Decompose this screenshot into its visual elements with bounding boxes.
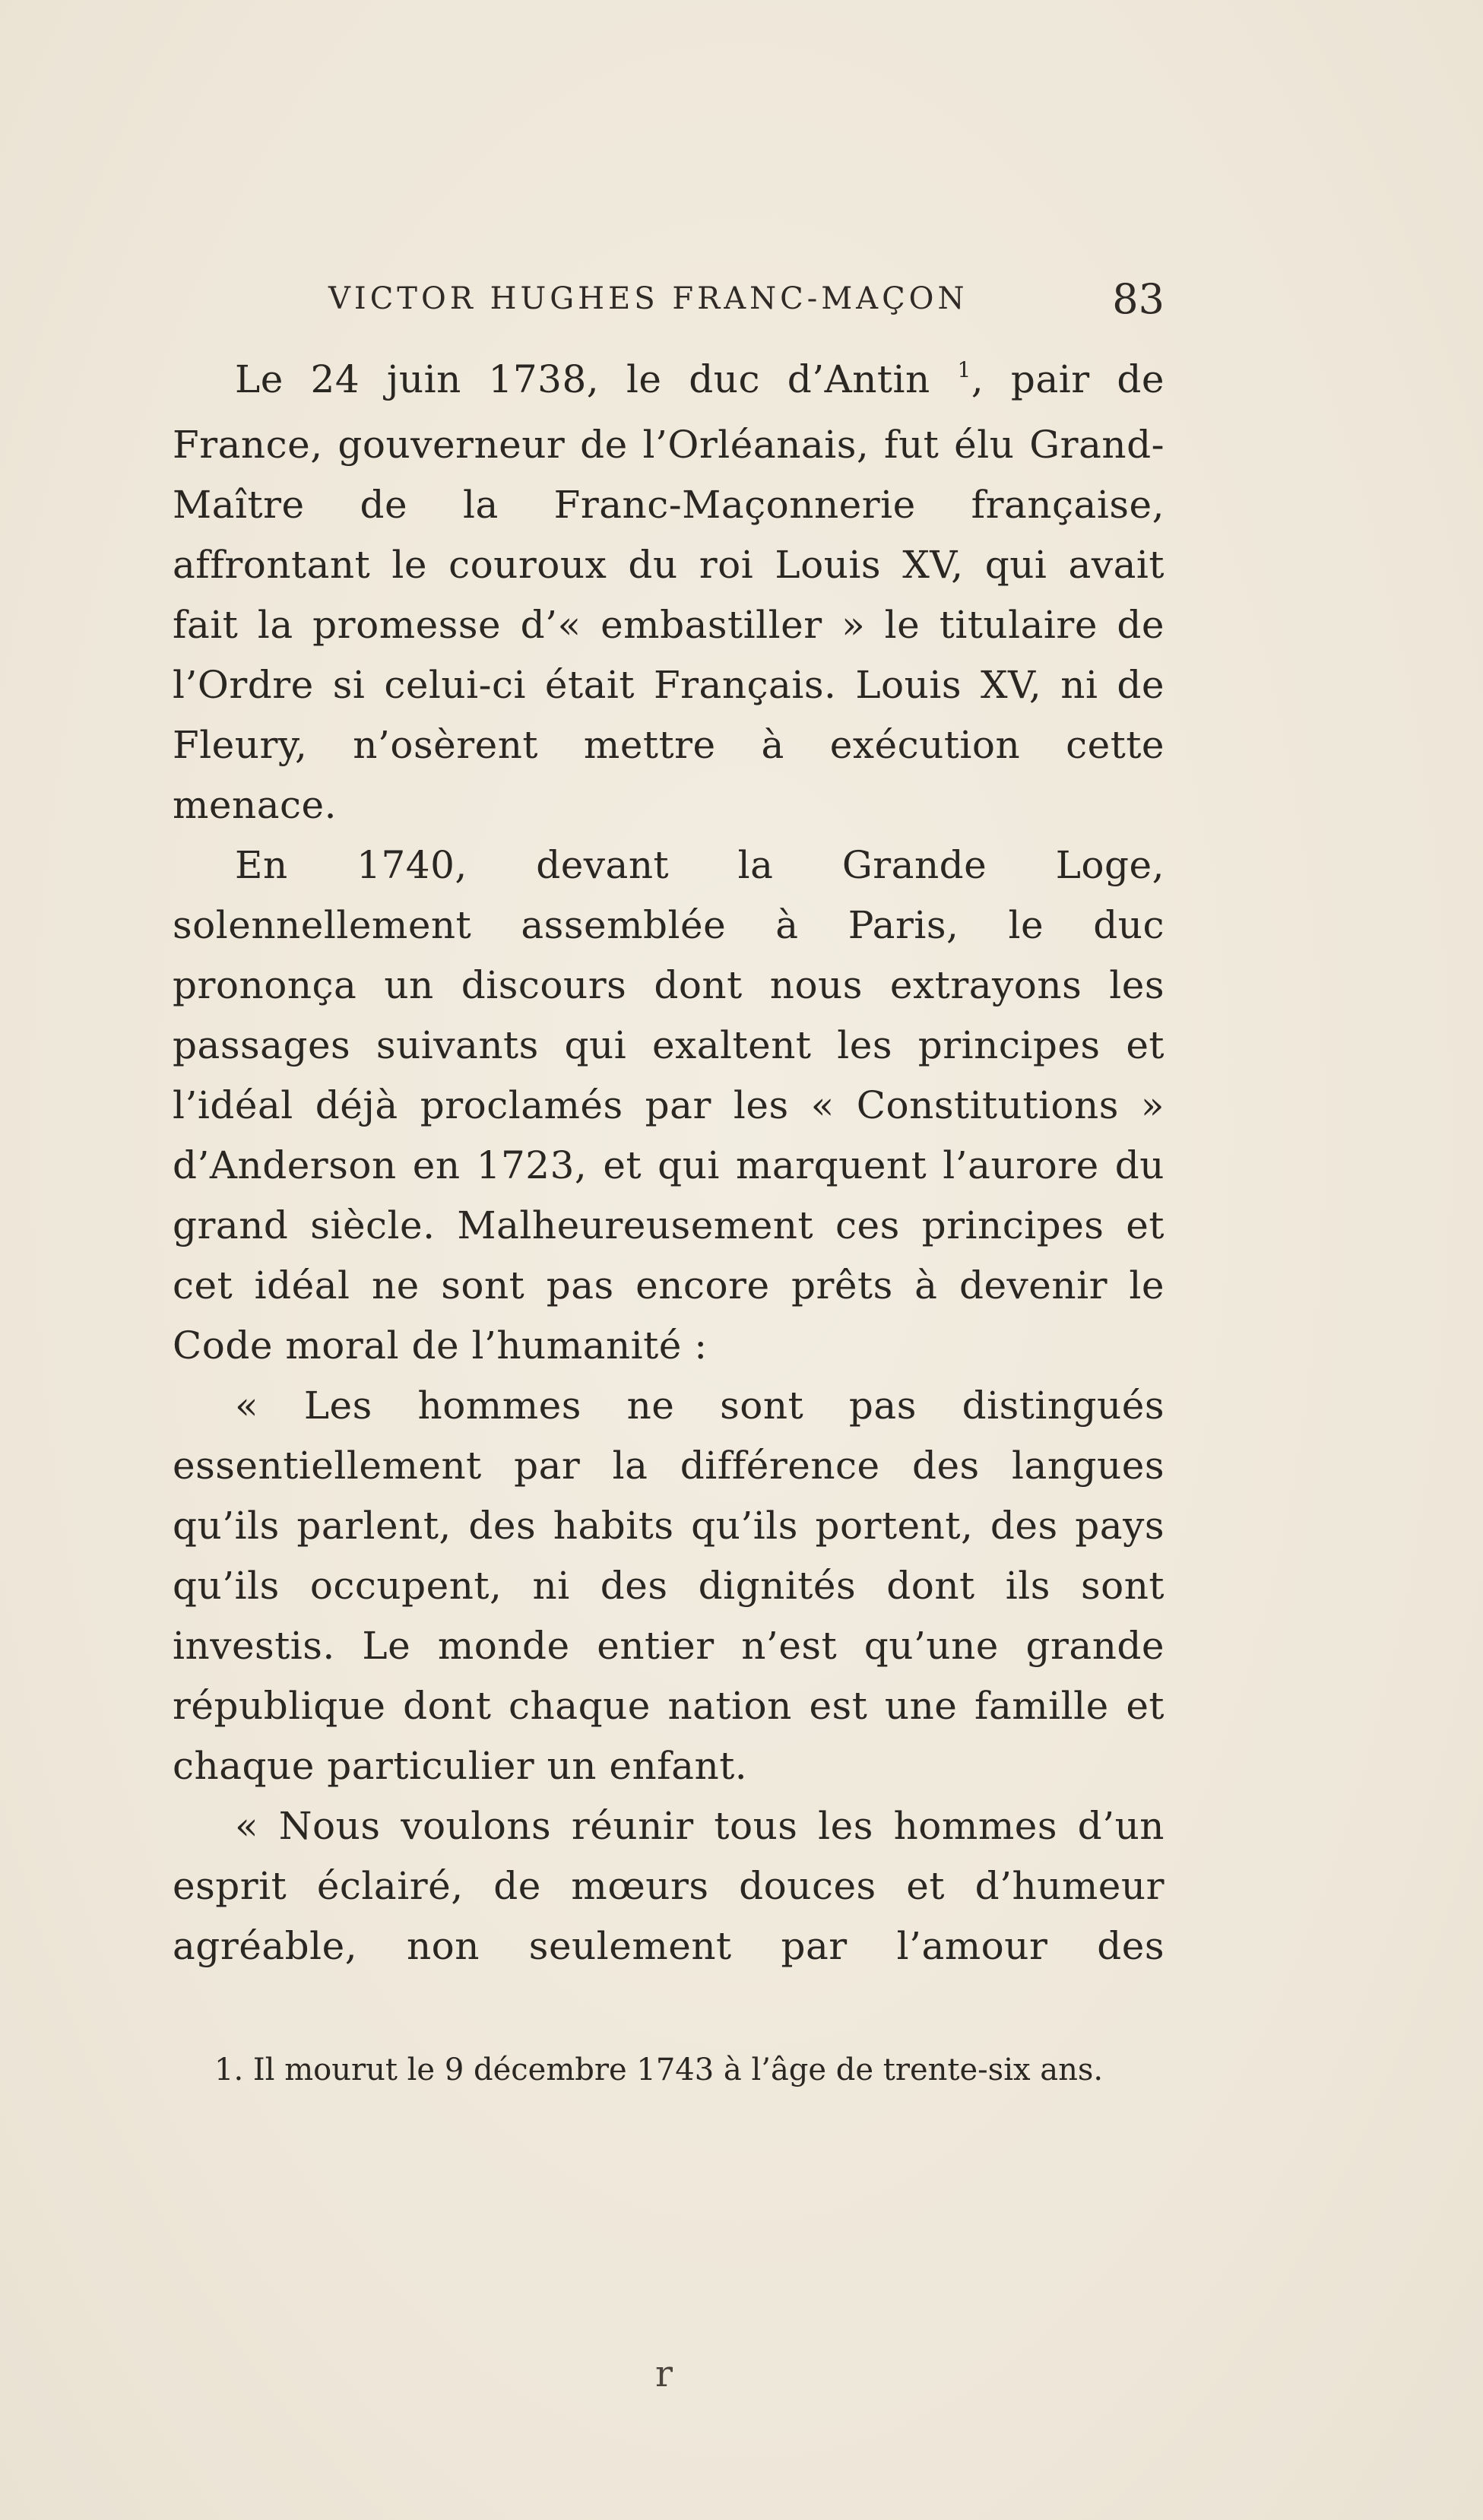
footnote: 1. Il mourut le 9 décembre 1743 à l’âge de trente-six ans. xyxy=(214,2052,1104,2087)
paragraph-text: , pair de France, gouverneur de l’Orléanais, fut élu Grand-Maître de la Franc-Maçonnerie française, affrontant le couroux du roi Louis XV, qui avait fait la promesse d’« embastiller » le titulaire de l’Ordre si celui-ci était Français. Louis XV, ni de Fleury, n’osèrent mettre à exécution cette menace. xyxy=(173,357,1165,827)
paragraph: En 1740, devant la Grande Loge, solennellement assemblée à Paris, le duc prononça un discours dont nous extrayons les passages suivants qui exaltent les principes et l’idéal déjà proclamés par les « Constitutions » d’Anderson en 1723, et qui marquent l’aurore du grand siècle. Malheureusement ces principes et cet idéal ne sont pas encore prêts à devenir le Code moral de l’humanité : xyxy=(173,843,1165,1368)
printer-mark: r xyxy=(655,2353,673,2395)
paragraph xyxy=(173,350,1165,835)
page-number: 83 xyxy=(1112,275,1165,323)
paragraph: « Nous voulons réunir tous les hommes d’un esprit éclairé, de mœurs douces et d’humeur agréable, non seulement par l’amour des xyxy=(173,1804,1165,1968)
running-title: VICTOR HUGHES FRANC-MAÇON xyxy=(328,281,968,316)
footnote-reference: 1 xyxy=(957,357,971,382)
paragraph-text: Le 24 juin 1738, le duc d’Antin xyxy=(235,357,958,401)
body-text xyxy=(173,350,1165,1976)
paragraph: « Les hommes ne sont pas distingués essentiellement par la différence des langues qu’ils parlent, des habits qu’ils portent, des pays qu’ils occupent, ni des dignités dont ils sont investis. Le monde entier n’est qu’une grande république dont chaque nation est une famille et chaque particulier un enfant. xyxy=(173,1384,1165,1788)
running-head xyxy=(328,275,1165,324)
